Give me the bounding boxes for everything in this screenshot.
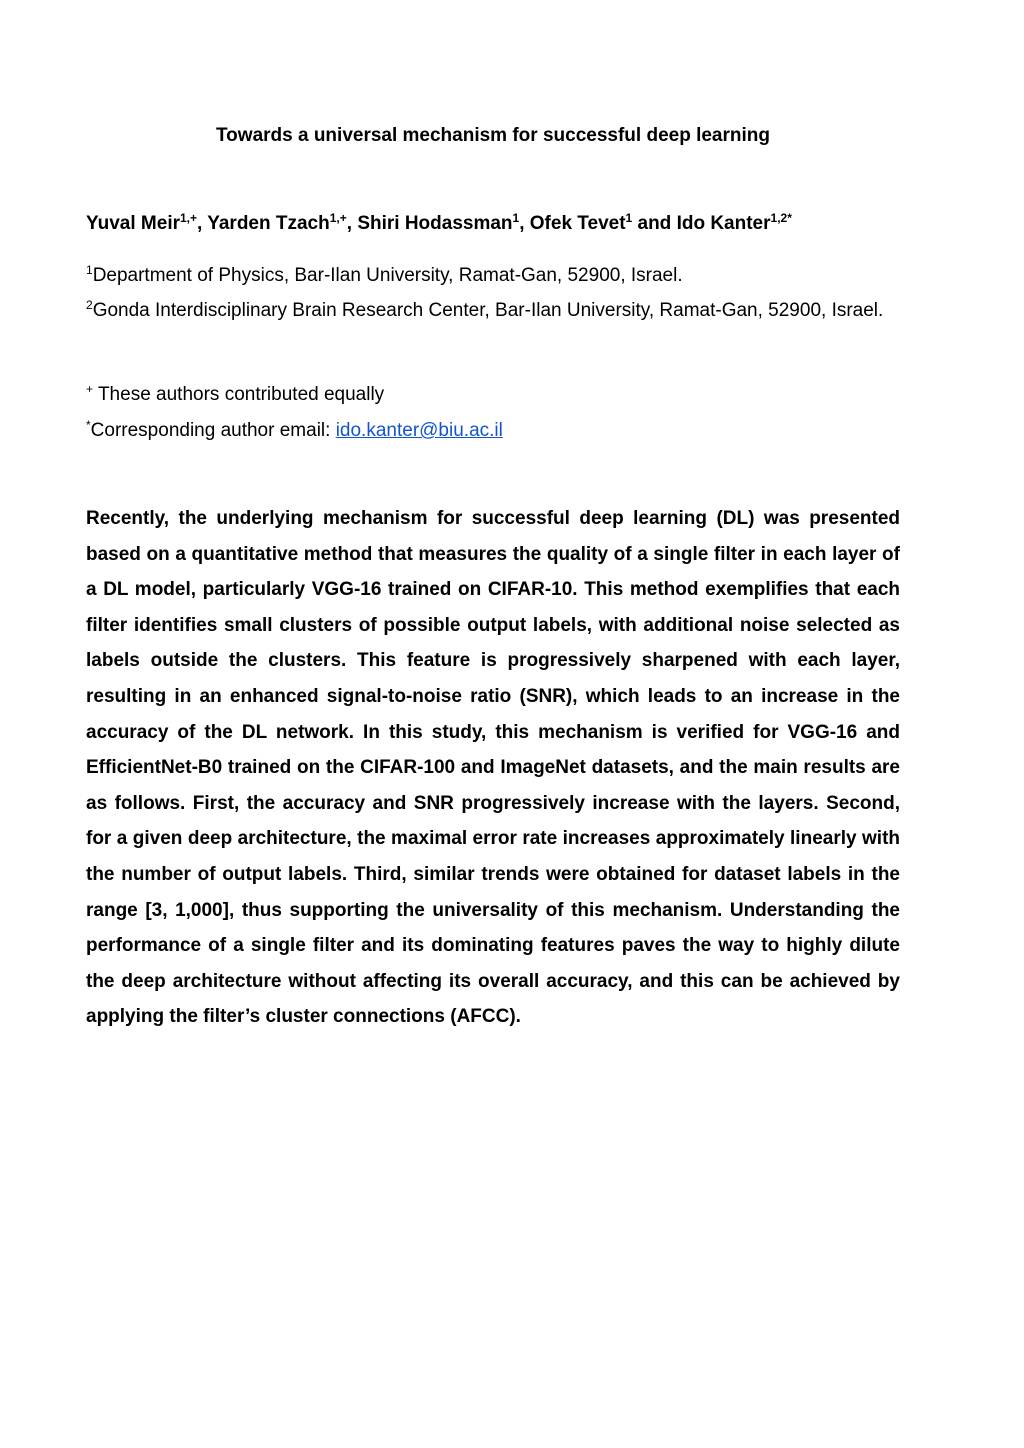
author-affiliation-mark: 1,+ [180,211,198,225]
author-name: Ido Kanter [676,213,771,234]
affiliation-1 [86,258,906,294]
equal-contribution-mark: + [86,382,94,396]
author-affiliation-mark: 1 [625,211,633,225]
paper-title: Towards a universal mechanism for successful deep learning [215,125,770,146]
affiliation-text: Gonda Interdisciplinary Brain Research Center, Bar-Ilan University, Ramat-Gan, 52900, Israel. [92,300,884,321]
author-name: Yuval Meir [86,213,180,234]
affiliation-mark: 2 [86,298,93,312]
corresponding-email-link[interactable]: ido.kanter@biu.ac.il [335,420,503,441]
abstract-paragraph: Recently, the underlying mechanism for successful deep learning (DL) was presented based on a quantitative method that measures the quality of a single filter in each layer of a DL model, particularly VGG-16 trained on CIFAR-10. This method exemplifies that each filter identifies small clusters of possible output labels, with additional noise selected as labels outside the clusters. This feature is progressively sharpened with each layer, resulting in an enhanced signal-to-noise ratio (SNR), which leads to an increase in the accuracy of the DL network. In this study, this mechanism is verified for VGG-16 and EfficientNet-B0 trained on the CIFAR-100 and ImageNet datasets, and the main results are as follows. First, the accuracy and SNR progressively increase with the layers. Second, for a given deep architecture, the maximal error rate increases approximately linearly with the number of output labels. Third, similar trends were obtained for dataset labels in the range [3, 1,000], thus supporting the universality of this mechanism. Understanding the performance of a single filter and its dominating features paves the way to highly dilute the deep architecture without affecting its overall accuracy, and this can be achieved by applying the filter’s cluster connections (AFCC). [86,508,900,1028]
author-name: Yarden Tzach [207,213,330,234]
affiliation-text: Department of Physics, Bar-Ilan University, Ramat-Gan, 52900, Israel. [92,265,683,286]
affiliation-mark: 1 [86,263,93,277]
author-affiliation-mark: 1,2* [770,211,792,225]
corresponding-text: Corresponding author email: [90,420,336,441]
corresponding-mark: * [86,418,91,432]
corresponding-author-note [86,418,906,444]
author-affiliation-mark: 1 [512,211,520,225]
author-list [86,211,926,237]
author-affiliation-mark: 1,+ [329,211,347,225]
equal-contribution-text: These authors contributed equally [93,384,385,405]
affiliation-2 [86,293,906,329]
equal-contribution-note [86,382,906,408]
author-separator: , [346,213,358,234]
author-name: Ofek Tevet [529,213,626,234]
author-separator: , [197,213,208,234]
author-separator: and [632,213,677,234]
author-name: Shiri Hodassman [357,213,513,234]
author-separator: , [519,213,530,234]
